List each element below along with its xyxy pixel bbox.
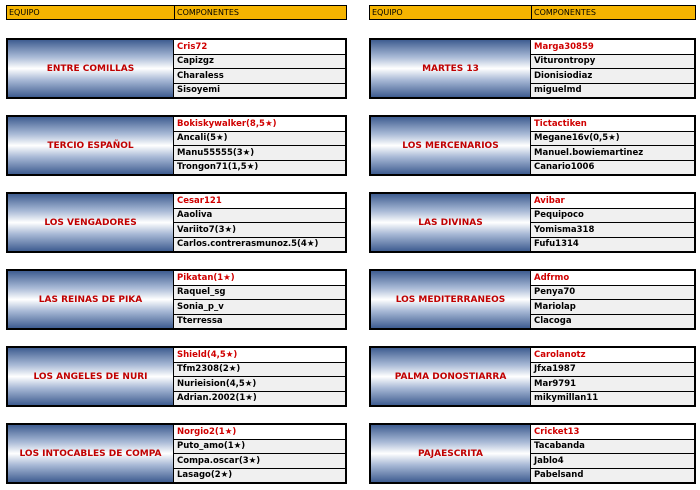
team-member: Penya70 (531, 286, 694, 301)
team-member: Adrian.2002(1★) (174, 392, 345, 406)
team-name: LOS VENGADORES (8, 194, 174, 251)
team-name: PALMA DONOSTIARRA (371, 348, 531, 405)
team-member: Lasago(2★) (174, 469, 345, 483)
team-members (531, 194, 694, 251)
team-box (369, 269, 696, 330)
header-members-cell (532, 6, 695, 19)
team-captain: Cesar121 (174, 194, 345, 209)
team-member: Raquel_sg (174, 286, 345, 301)
team-member: Canario1006 (531, 161, 694, 175)
team-member: Ancali(5★) (174, 132, 345, 147)
team-name: LOS ANGELES DE NURI (8, 348, 174, 405)
team-captain: Bokiskywalker(8,5★) (174, 117, 345, 132)
team-member: Capizgz (174, 55, 345, 70)
team-box (6, 423, 347, 484)
team-box (6, 38, 347, 99)
team-member: Jfxa1987 (531, 363, 694, 378)
team-captain: Adfrmo (531, 271, 694, 286)
team-captain: Avibar (531, 194, 694, 209)
right-column (369, 5, 696, 481)
header-team-label: EQUIPO (9, 8, 40, 17)
team-name: LAS REINAS DE PIKA (8, 271, 174, 328)
team-member: Variito7(3★) (174, 223, 345, 238)
team-captain: Tictactiken (531, 117, 694, 132)
header-team-cell (7, 6, 175, 19)
team-member: Pabelsand (531, 469, 694, 483)
team-members (531, 117, 694, 174)
team-members (531, 348, 694, 405)
team-member: Pequipoco (531, 209, 694, 224)
team-name: LOS MEDITERRANEOS (371, 271, 531, 328)
team-captain: Cricket13 (531, 425, 694, 440)
team-member: Viturontropy (531, 55, 694, 70)
team-member: Jablo4 (531, 454, 694, 469)
team-member: Aaoliva (174, 209, 345, 224)
header-members-cell (175, 6, 346, 19)
header-row-right (369, 5, 696, 20)
team-member: Tfm2308(2★) (174, 363, 345, 378)
team-box (6, 115, 347, 176)
team-name: PAJAESCRITA (371, 425, 531, 482)
team-box (369, 192, 696, 253)
team-member: Yomisma318 (531, 223, 694, 238)
team-box (369, 346, 696, 407)
team-name: MARTES 13 (371, 40, 531, 97)
team-captain: Cris72 (174, 40, 345, 55)
team-member: miguelmd (531, 84, 694, 98)
team-members (174, 40, 345, 97)
team-member: Manu55555(3★) (174, 146, 345, 161)
header-row-left (6, 5, 347, 20)
team-captain: Norgio2(1★) (174, 425, 345, 440)
team-member: Compa.oscar(3★) (174, 454, 345, 469)
team-members (531, 425, 694, 482)
team-member: Nurieision(4,5★) (174, 377, 345, 392)
team-members (174, 194, 345, 251)
team-members (174, 348, 345, 405)
team-member: Mar9791 (531, 377, 694, 392)
team-box (369, 115, 696, 176)
team-name: LAS DIVINAS (371, 194, 531, 251)
left-column (6, 5, 347, 481)
team-captain: Carolanotz (531, 348, 694, 363)
team-captain: Pikatan(1★) (174, 271, 345, 286)
header-members-label: COMPONENTES (534, 8, 596, 17)
header-team-cell (370, 6, 532, 19)
team-member: Dionisiodiaz (531, 69, 694, 84)
team-member: mikymillan11 (531, 392, 694, 406)
team-member: Mariolap (531, 300, 694, 315)
team-name: ENTRE COMILLAS (8, 40, 174, 97)
team-box (6, 346, 347, 407)
team-member: Tacabanda (531, 440, 694, 455)
team-members (174, 425, 345, 482)
team-member: Sonia_p_v (174, 300, 345, 315)
team-member: Manuel.bowiemartinez (531, 146, 694, 161)
team-members (531, 271, 694, 328)
team-member: Charaless (174, 69, 345, 84)
team-members (174, 117, 345, 174)
team-member: Sisoyemi (174, 84, 345, 98)
team-captain: Shield(4,5★) (174, 348, 345, 363)
team-member: Puto_amo(1★) (174, 440, 345, 455)
team-box (369, 423, 696, 484)
team-box (6, 269, 347, 330)
team-box (369, 38, 696, 99)
team-captain: Marga30859 (531, 40, 694, 55)
header-members-label: COMPONENTES (177, 8, 239, 17)
team-member: Trongon71(1,5★) (174, 161, 345, 175)
team-member: Tterressa (174, 315, 345, 329)
team-member: Megane16v(0,5★) (531, 132, 694, 147)
team-members (174, 271, 345, 328)
team-members (531, 40, 694, 97)
team-member: Carlos.contrerasmunoz.5(4★) (174, 238, 345, 252)
team-member: Fufu1314 (531, 238, 694, 252)
team-name: LOS MERCENARIOS (371, 117, 531, 174)
team-name: TERCIO ESPAÑOL (8, 117, 174, 174)
team-box (6, 192, 347, 253)
team-name: LOS INTOCABLES DE COMPA (8, 425, 174, 482)
header-team-label: EQUIPO (372, 8, 403, 17)
team-member: Clacoga (531, 315, 694, 329)
